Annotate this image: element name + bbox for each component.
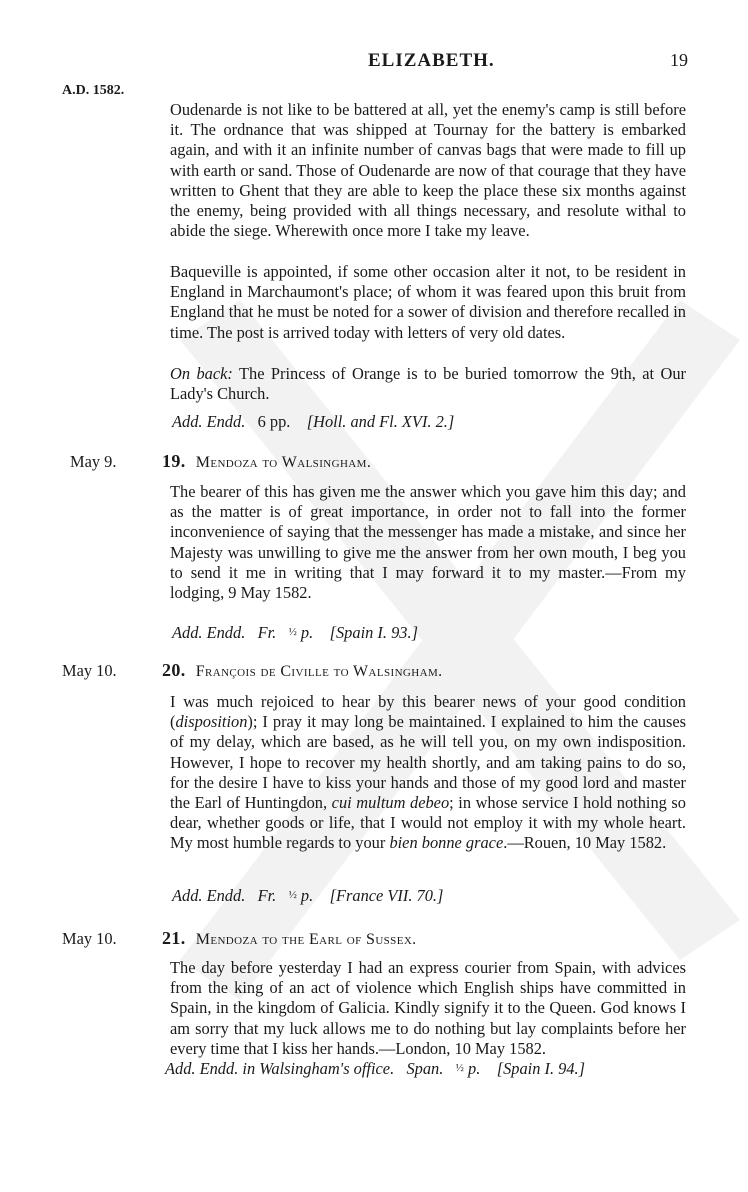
page-title: ELIZABETH. bbox=[368, 50, 495, 71]
entry-heading bbox=[162, 451, 371, 472]
letter-text: The day before yesterday I had an express courier from Spain, with advices from the king of an act of violence which English ships have committed in Spain, in the kingdom of Galicia. Kindly signify it to the Queen. God knows I am sorry that my luck allows me to do nothing but lay complaints before her every time that I kiss her hands.—London, 10 May 1582. bbox=[170, 958, 686, 1058]
document-note: Add. Endd. Fr. ½ p. [Spain I. 93.] bbox=[172, 623, 418, 642]
document-note: Add. Endd. Fr. ½ p. [France VII. 70.] bbox=[172, 886, 444, 905]
document-note: Add. Endd. in Walsingham's office. Span. ½ p. [Spain I. 94.] bbox=[165, 1059, 586, 1078]
entry-date: May 9. bbox=[70, 452, 117, 471]
entry-title: Mendoza to the Earl of Sussex. bbox=[195, 931, 417, 948]
entry-date: May 10. bbox=[62, 661, 117, 680]
entry-heading bbox=[162, 660, 443, 681]
page-number: 19 bbox=[670, 50, 688, 70]
body-paragraph: Oudenarde is not like to be battered at all, yet the enemy's camp is still before it. The ordnance that was shipped at Tournay for the battery is embarked again, and with it an infinite number of canvas bags that were made to fill up with earth or sand. Those of Oudenarde are now of that courage that they have written to Ghent that they are able to keep the place these six months against the enemy, being provided with all things necessary, and resolute withal to abide the siege. Wherewith once more I take my leave. bbox=[170, 100, 686, 241]
entry-number: 19. bbox=[162, 451, 186, 471]
entry-date: May 10. bbox=[62, 929, 117, 948]
entry-number: 21. bbox=[162, 928, 186, 948]
margin-year: A.D. 1582. bbox=[62, 83, 125, 98]
on-back-label: On back: bbox=[170, 364, 233, 383]
entry-title: Mendoza to Walsingham. bbox=[195, 454, 372, 471]
entry-heading bbox=[162, 928, 417, 949]
document-note: Add. Endd. 6 pp. [Holl. and Fl. XVI. 2.] bbox=[172, 412, 455, 431]
letter-text: The bearer of this has given me the answer which you gave him this day; and as the matter is of great importance, in order not to fall into the former inconvenience of saying that the messenger has made a mistake, and since her Majesty was unwilling to give me the answer from her own mouth, I beg you to send it me in writing that I may forward it to my master.—From my lodging, 9 May 1582. bbox=[170, 482, 686, 603]
on-back-text: The Princess of Orange is to be buried tomorrow the 9th, at Our Lady's Church. bbox=[170, 364, 687, 404]
endorsement-paragraph bbox=[170, 364, 686, 404]
entry-title: François de Civille to Walsingham. bbox=[195, 663, 443, 680]
body-paragraph: Baqueville is appointed, if some other occasion alter it not, to be resident in England in Marchaumont's place; of whom it was feared upon this bruit from England that he must be noted for a sower of division and therefore recalled in time. The post is arrived today with letters of very old dates. bbox=[170, 262, 686, 342]
letter-text: I was much rejoiced to hear by this bearer news of your good condition (disposition); I pray it may long be maintained. I explained to him the causes of my delay, which are based, as he will tell you, on my own indisposition. However, I hope to recover my health shortly, and am taking pains to do so, for the desire I have to kiss your hands and those of my good lord and master the Earl of Huntingdon, cui multum debeo; in whose service I hold nothing so dear, whether goods or life, that I would not employ it with my whole heart. My most humble regards to your bien bonne grace.—Rouen, 10 May 1582. bbox=[170, 692, 686, 853]
entry-number: 20. bbox=[162, 660, 186, 680]
running-header bbox=[0, 50, 748, 74]
